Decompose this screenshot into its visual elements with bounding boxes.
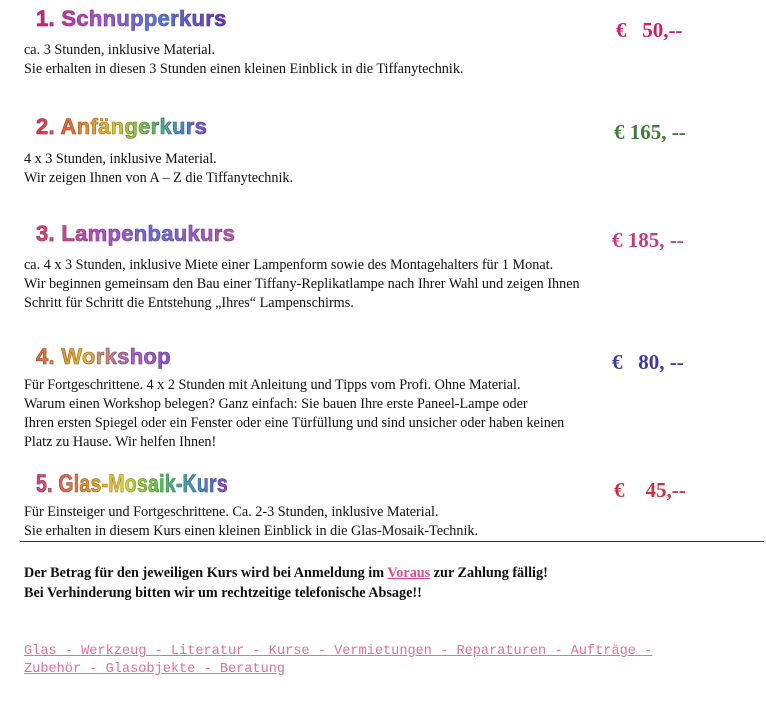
course-description	[24, 41, 463, 79]
course-title: 3. Lampenbaukurs	[36, 221, 236, 246]
course-price: € 185, --	[612, 228, 684, 252]
course-price: € 80, --	[612, 350, 684, 374]
footer-link-glasobjekte[interactable]: Glasobjekte	[105, 662, 196, 677]
notice-text: zur Zahlung fällig!	[430, 565, 548, 581]
section-divider	[20, 541, 764, 542]
footer-separator: -	[195, 662, 220, 677]
footer-separator: -	[431, 644, 457, 659]
description-line: Wir zeigen Ihnen von A – Z die Tiffanytechnik.	[24, 170, 294, 186]
payment-notice	[24, 563, 548, 603]
description-line: Wir beginnen gemeinsam den Bau einer Tiffany-Replikatlampe nach Ihrer Wahl und zeigen Ihnen	[24, 276, 580, 292]
notice-text: Der Betrag für den jeweiligen Kurs wird bei Anmeldung im	[24, 565, 388, 581]
footer-row	[24, 661, 764, 679]
course-description	[24, 503, 478, 541]
course-description	[24, 150, 293, 188]
description-line: ca. 3 Stunden, inklusive Material.	[24, 42, 216, 58]
description-line: Sie erhalten in diesem Kurs einen kleinen Einblick in die Glas-Mosaik-Technik.	[24, 523, 479, 539]
description-line: Schritt für Schritt die Entstehung „Ihres“ Lampenschirms.	[24, 295, 354, 311]
footer-separator: -	[56, 644, 82, 659]
footer-link-beratung[interactable]: Beratung	[219, 662, 286, 677]
footer-row	[24, 643, 764, 661]
footer-separator: -	[546, 644, 571, 659]
footer-link-auftraege[interactable]: Aufträge	[570, 644, 636, 659]
footer-separator: -	[244, 644, 269, 659]
course-title: 2. Anfängerkurs	[36, 114, 208, 139]
notice-line-payment	[24, 563, 548, 583]
footer-separator: -	[635, 644, 653, 659]
notice-line-cancellation: Bei Verhinderung bitten wir um rechtzeitige telefonische Absage!!	[24, 585, 422, 601]
description-line: Platz zu Hause. Wir helfen Ihnen!	[24, 434, 217, 450]
footer-link-vermietungen[interactable]: Vermietungen	[334, 644, 432, 659]
description-line: Sie erhalten in diesen 3 Stunden einen kleinen Einblick in die Tiffanytechnik.	[24, 61, 464, 77]
footer-separator: -	[146, 644, 171, 659]
description-line: Für Einsteiger und Fortgeschrittene. Ca. 2-3 Stunden, inklusive Material.	[24, 504, 439, 520]
course-title: 5. Glas-Mosaik-Kurs	[36, 470, 228, 498]
footer-link-zubehoer[interactable]: Zubehör	[24, 662, 82, 677]
footer-link-glas[interactable]: Glas	[24, 644, 57, 659]
footer-separator: -	[309, 644, 335, 659]
footer-link-werkzeug[interactable]: Werkzeug	[81, 644, 147, 659]
course-title: 1. Schnupperkurs	[36, 6, 227, 31]
description-line: Ihren ersten Spiegel oder ein Fenster oder eine Türfüllung und sind unsicher oder haben keinen	[24, 415, 565, 431]
description-line: 4 x 3 Stunden, inklusive Material.	[24, 151, 217, 167]
description-line: Warum einen Workshop belegen? Ganz einfach: Sie bauen Ihre erste Paneel-Lampe oder	[24, 396, 528, 412]
course-description	[24, 256, 580, 313]
footer-navigation	[24, 643, 764, 679]
footer-separator: -	[81, 662, 106, 677]
voraus-link[interactable]: Voraus	[387, 565, 431, 581]
course-price: € 50,--	[616, 18, 683, 42]
course-price: € 45,--	[614, 478, 686, 502]
footer-link-reparaturen[interactable]: Reparaturen	[456, 644, 547, 659]
course-description	[24, 376, 564, 452]
description-line: ca. 4 x 3 Stunden, inklusive Miete einer Lampenform sowie des Montagehalters für 1 Monat.	[24, 257, 554, 273]
course-price: € 165, --	[614, 120, 686, 144]
footer-link-kurse[interactable]: Kurse	[268, 644, 310, 659]
footer-link-literatur[interactable]: Literatur	[170, 644, 245, 659]
course-title: 4. Workshop	[36, 344, 171, 369]
description-line: Für Fortgeschrittene. 4 x 2 Stunden mit Anleitung und Tipps vom Profi. Ohne Material.	[24, 377, 521, 393]
